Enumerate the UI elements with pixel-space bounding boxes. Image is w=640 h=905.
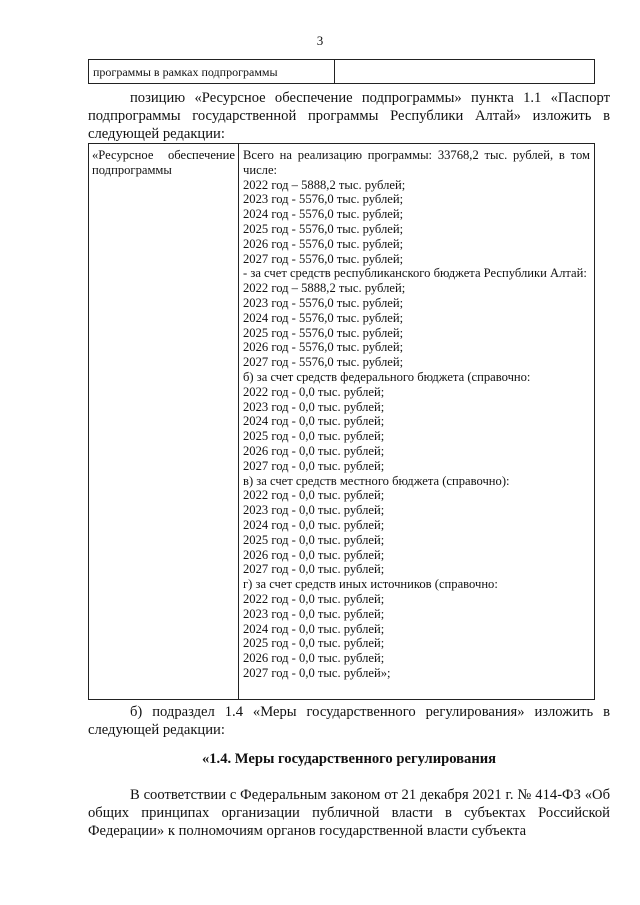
section-heading: «1.4. Меры государственного регулирования [201, 751, 497, 767]
resource-line: Всего на реализацию программы: 33768,2 тыс. рублей, в том числе: [243, 148, 590, 177]
resource-line: 2022 год - 0,0 тыс. рублей; [243, 591, 385, 606]
resource-line: 2025 год - 0,0 тыс. рублей; [243, 532, 385, 547]
resource-line: 2023 год - 0,0 тыс. рублей; [243, 606, 385, 621]
resource-line: 2027 год - 0,0 тыс. рублей»; [243, 665, 391, 680]
resource-line: в) за счет средств местного бюджета (справочно): [243, 473, 510, 488]
resource-line: 2027 год - 5576,0 тыс. рублей; [243, 355, 404, 370]
paragraph-body-text: В соответствии с Федеральным законом от 21 декабря 2021 г. № 414-ФЗ «Об общих принципах организации публичной власти в субъектах Российской Федерации» к полномочиям органов государственной власти субъекта [88, 787, 610, 839]
resource-line: 2025 год - 0,0 тыс. рублей; [243, 429, 385, 444]
resource-table-label: «Ресурсное обеспечение подпрограммы [89, 144, 239, 699]
paragraph-subsection [88, 703, 610, 739]
resource-table [88, 143, 595, 700]
resource-line: 2024 год - 0,0 тыс. рублей; [243, 414, 385, 429]
paragraph-intro-text: позицию «Ресурсное обеспечение подпрограммы» пункта 1.1 «Паспорт подпрограммы государственной программы Республики Алтай» изложить в следующей редакции: [88, 90, 610, 142]
resource-line: 2022 год – 5888,2 тыс. рублей; [243, 177, 406, 192]
resource-line: 2023 год - 0,0 тыс. рублей; [243, 399, 385, 414]
resource-line: 2023 год - 0,0 тыс. рублей; [243, 503, 385, 518]
resource-line: 2024 год - 0,0 тыс. рублей; [243, 621, 385, 636]
resource-line: 2027 год - 5576,0 тыс. рублей; [243, 251, 404, 266]
resource-line: 2022 год - 0,0 тыс. рублей; [243, 488, 385, 503]
top-table-cell-value [335, 60, 594, 83]
resource-line: 2026 год - 0,0 тыс. рублей; [243, 651, 385, 666]
resource-line: 2026 год - 0,0 тыс. рублей; [243, 443, 385, 458]
resource-line: 2026 год - 0,0 тыс. рублей; [243, 547, 385, 562]
resource-line: 2026 год - 5576,0 тыс. рублей; [243, 236, 404, 251]
resource-line: 2023 год - 5576,0 тыс. рублей; [243, 295, 404, 310]
resource-line: 2022 год - 0,0 тыс. рублей; [243, 384, 385, 399]
resource-line: б) за счет средств федерального бюджета (справочно: [243, 369, 531, 384]
page-number: 3 [316, 33, 324, 48]
resource-line: 2024 год - 5576,0 тыс. рублей; [243, 207, 404, 222]
top-table [88, 59, 595, 84]
resource-line: 2025 год - 5576,0 тыс. рублей; [243, 221, 404, 236]
resource-line: - за счет средств республиканского бюджета Республики Алтай: [243, 266, 587, 281]
paragraph-subsection-text: б) подраздел 1.4 «Меры государственного регулирования» изложить в следующей редакции: [88, 704, 610, 738]
resource-table-values [239, 144, 594, 699]
paragraph-intro [88, 89, 610, 143]
resource-line: 2022 год – 5888,2 тыс. рублей; [243, 281, 406, 296]
resource-line: 2023 год - 5576,0 тыс. рублей; [243, 192, 404, 207]
resource-line: 2027 год - 0,0 тыс. рублей; [243, 458, 385, 473]
resource-line: 2024 год - 0,0 тыс. рублей; [243, 517, 385, 532]
resource-line: 2025 год - 0,0 тыс. рублей; [243, 636, 385, 651]
resource-line: 2026 год - 5576,0 тыс. рублей; [243, 340, 404, 355]
resource-line: 2024 год - 5576,0 тыс. рублей; [243, 310, 404, 325]
resource-line: 2025 год - 5576,0 тыс. рублей; [243, 325, 404, 340]
paragraph-body [88, 786, 610, 840]
resource-line: 2027 год - 0,0 тыс. рублей; [243, 562, 385, 577]
top-table-cell-label: программы в рамках подпрограммы [89, 60, 335, 83]
resource-line: г) за счет средств иных источников (справочно: [243, 577, 498, 592]
